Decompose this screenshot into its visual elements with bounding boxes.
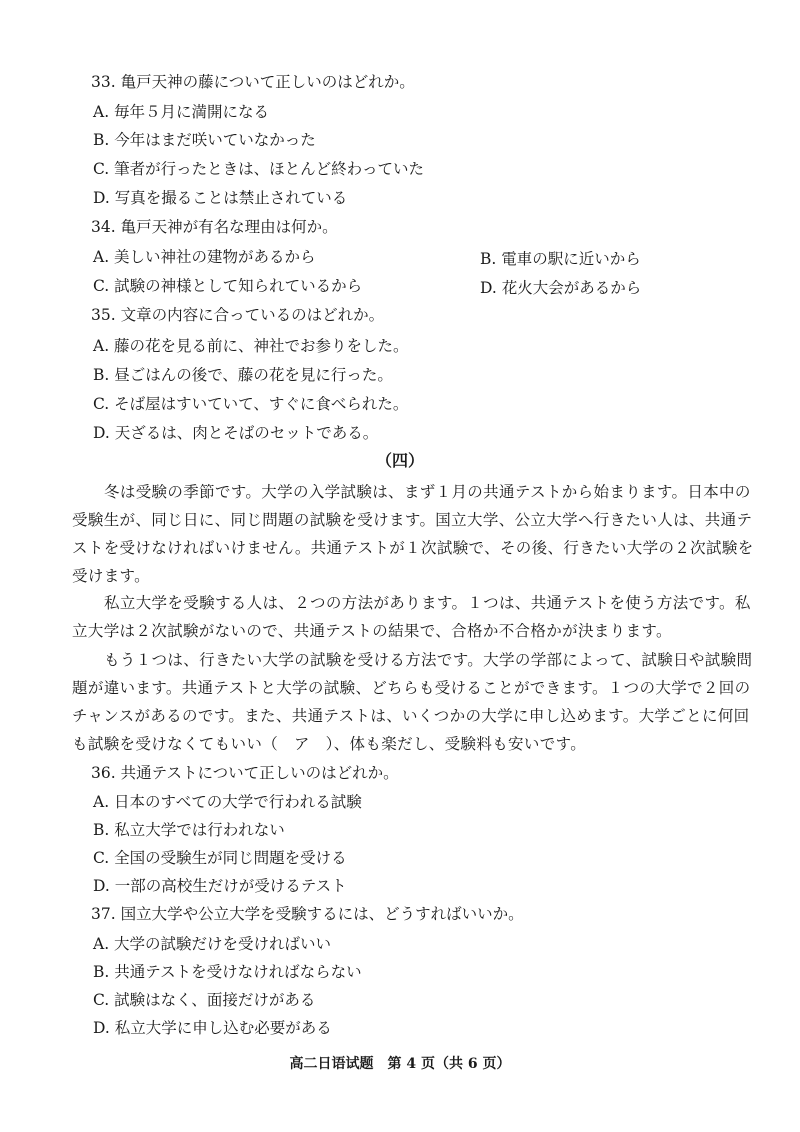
option-34-a: A. 美しい神社の建物があるから [93, 248, 316, 266]
option-35-d: D. 天ざるは、肉とそばのセットである。 [93, 424, 379, 442]
option-36-b: B. 私立大学では行われない [93, 821, 285, 839]
option-33-c: C. 筆者が行ったときは、ほとんど終わっていた [93, 160, 425, 178]
passage-line: 題が違います。共通テストと大学の試験、どちらも受けることができます。１つの大学で２回の [72, 679, 751, 697]
passage-line: 受験生が、同じ日に、同じ問題の試験を受けます。国立大学、公立大学へ行きたい人は、共通テ [72, 511, 753, 529]
passage-line: チャンスがあるのです。また、共通テストは、いくつかの大学に申し込めます。大学ごとに何回 [72, 707, 750, 725]
option-34-b: B. 電車の駅に近いから [480, 250, 641, 268]
option-33-b: B. 今年はまだ咲いていなかった [93, 131, 316, 149]
option-34-c: C. 試験の神様として知られているから [93, 277, 363, 295]
option-34-d: D. 花火大会があるから [480, 279, 642, 297]
question-34: 34. 亀戸天神が有名な理由は何か。 [91, 218, 338, 236]
question-36: 36. 共通テストについて正しいのはどれか。 [91, 764, 399, 782]
question-37: 37. 国立大学や公立大学を受験するには、どうすればいいか。 [91, 905, 524, 923]
passage-line: ストを受けなければいけません。共通テストが１次試験で、その後、行きたい大学の２次試験を [72, 539, 754, 557]
option-37-b: B. 共通テストを受けなければならない [93, 963, 362, 981]
option-37-c: C. 試験はなく、面接だけがある [93, 991, 316, 1009]
passage-line: 受けます。 [72, 567, 151, 585]
option-35-c: C. そば屋はすいていて、すぐに食べられた。 [93, 395, 409, 413]
option-33-a: A. 毎年５月に満開になる [93, 103, 270, 121]
option-37-a: A. 大学の試験だけを受ければいい [93, 935, 332, 953]
section-heading: （四） [375, 451, 424, 470]
passage-line: 私立大学を受験する人は、２つの方法があります。１つは、共通テストを使う方法です。私 [104, 594, 751, 612]
option-36-a: A. 日本のすべての大学で行われる試験 [93, 793, 362, 811]
option-36-c: C. 全国の受験生が同じ問題を受ける [93, 849, 347, 867]
option-35-a: A. 藤の花を見る前に、神社でお参りをした。 [93, 337, 409, 355]
question-35: 35. 文章の内容に合っているのはどれか。 [91, 306, 385, 324]
option-37-d: D. 私立大学に申し込む必要がある [93, 1019, 332, 1037]
passage-line: 冬は受験の季節です。大学の入学試験は、まず１月の共通テストから始まります。日本中の [104, 483, 751, 501]
passage-line: も試験を受けなくてもいい（ ア ）、体も楽だし、受験料も安いです。 [72, 735, 587, 753]
option-36-d: D. 一部の高校生だけが受けるテスト [93, 877, 347, 895]
page-footer: 高二日语试题 第 4 页（共 6 页） [289, 1056, 511, 1072]
option-33-d: D. 写真を撮ることは禁止されている [93, 189, 348, 207]
question-33: 33. 亀戸天神の藤について正しいのはどれか。 [91, 73, 415, 91]
passage-line: 立大学は２次試験がないので、共通テストの結果で、合格か不合格かが決まります。 [72, 622, 672, 640]
passage-line: もう１つは、行きたい大学の試験を受ける方法です。大学の学部によって、試験日や試験問 [104, 651, 753, 669]
option-35-b: B. 昼ごはんの後で、藤の花を見に行った。 [93, 366, 393, 384]
